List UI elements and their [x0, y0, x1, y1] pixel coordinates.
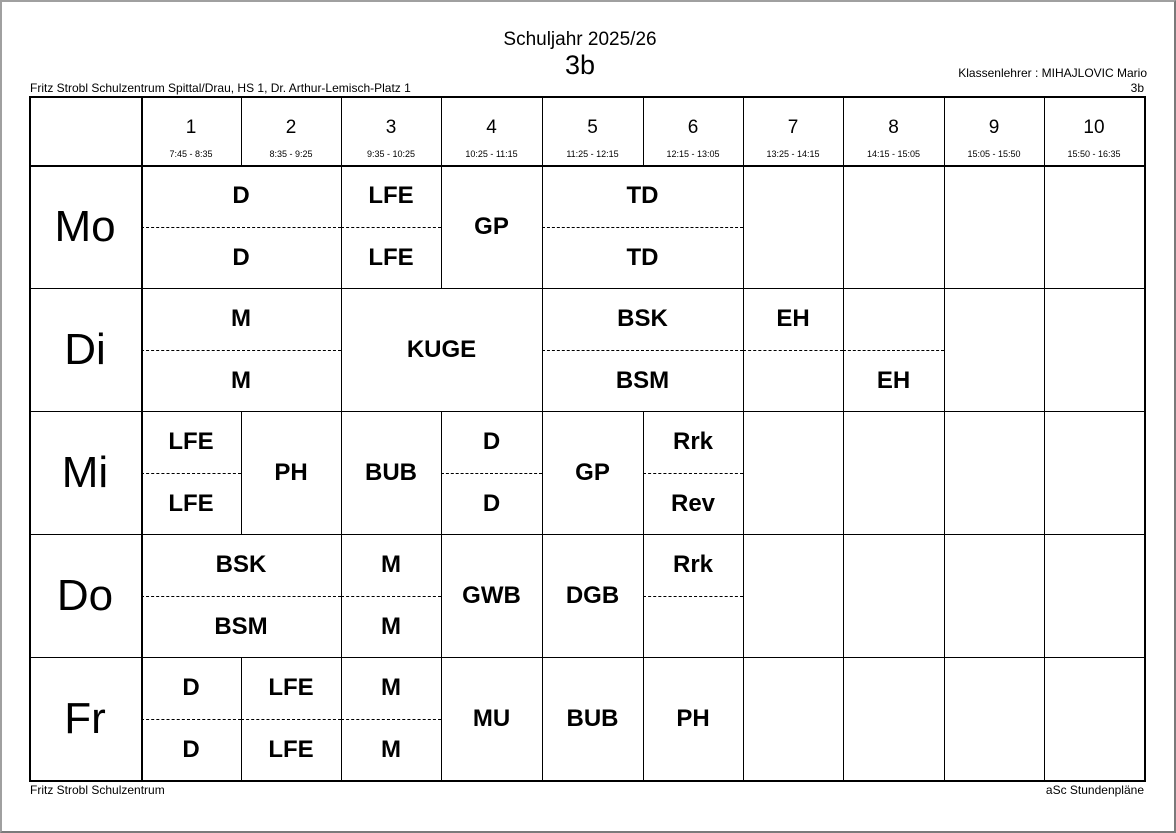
lesson-divider [944, 288, 945, 411]
period-number: 6 [687, 117, 699, 138]
header-column-divider [542, 96, 543, 165]
empty-period-divider [843, 657, 844, 780]
header-column-divider [944, 96, 945, 165]
period-time: 10:25 - 11:15 [465, 149, 518, 159]
lesson-subject: D [482, 428, 501, 455]
period-time: 11:25 - 12:15 [566, 149, 619, 159]
period-number: 7 [787, 117, 799, 138]
empty-period-divider [1044, 165, 1045, 288]
lesson-subject [643, 596, 743, 657]
empty-period-divider [1044, 534, 1045, 657]
empty-period-divider [944, 165, 945, 288]
header-column-divider [1044, 96, 1045, 165]
period-time: 15:05 - 15:50 [967, 149, 1021, 159]
empty-period-divider [1144, 534, 1145, 657]
lesson-subject [843, 288, 944, 350]
empty-period-divider [944, 411, 945, 534]
empty-period-divider [944, 657, 945, 780]
lesson-subject: GP [575, 458, 610, 486]
lesson-subject: GWB [462, 581, 521, 609]
lesson-divider [743, 411, 744, 534]
empty-period-divider [1044, 657, 1045, 780]
day-label: Fr [64, 693, 106, 743]
lesson-subject: EH [876, 366, 911, 394]
period-time: 8:35 - 9:25 [269, 149, 313, 159]
lesson-divider [743, 165, 744, 288]
lesson-subject: LFE [368, 243, 414, 271]
lesson-subject: DGB [565, 581, 620, 609]
period-time: 14:15 - 15:05 [866, 149, 921, 159]
header-column-divider [441, 96, 442, 165]
lesson-divider [743, 657, 744, 780]
header-column-divider [643, 96, 644, 165]
lesson-subject: LFE [268, 674, 314, 701]
empty-period-divider [843, 534, 844, 657]
lesson-subject: PH [676, 704, 710, 732]
class-title: 3b [564, 50, 596, 80]
empty-period-divider [843, 411, 844, 534]
header-column-divider [743, 96, 744, 165]
footer-software: aSc Stundenpläne [1045, 783, 1144, 797]
lesson-subject: LFE [368, 182, 414, 209]
lesson-subject: D [482, 489, 501, 517]
grid-border-bottom [29, 780, 1146, 782]
class-teacher: Klassenlehrer : MIHAJLOVIC Mario [958, 66, 1147, 80]
day-label: Di [64, 324, 106, 374]
period-time: 13:25 - 14:15 [766, 149, 820, 159]
lesson-subject: M [381, 735, 401, 763]
lesson-subject: BSM [615, 366, 670, 394]
empty-period-divider [1044, 288, 1045, 411]
lesson-subject: BSK [617, 305, 668, 332]
lesson-subject: Rev [670, 489, 716, 517]
school-year-title: Schuljahr 2025/26 [503, 29, 657, 50]
empty-period-divider [1144, 657, 1145, 780]
lesson-subject: BSM [214, 612, 268, 640]
empty-period-divider [944, 534, 945, 657]
lesson-subject: MU [472, 704, 511, 732]
period-number: 8 [888, 117, 899, 138]
lesson-subject: Rrk [672, 551, 714, 578]
period-number: 3 [385, 117, 397, 138]
lesson-subject: GP [474, 212, 509, 240]
empty-period-divider [1044, 411, 1045, 534]
lesson-subject: M [381, 551, 401, 578]
day-label: Mi [61, 447, 109, 497]
lesson-subject: EH [776, 305, 810, 332]
period-time: 7:45 - 8:35 [169, 149, 213, 159]
lesson-subject: M [381, 674, 401, 701]
period-number: 9 [988, 117, 1000, 138]
lesson-subject: LFE [168, 428, 214, 455]
lesson-subject: BUB [365, 458, 417, 486]
lesson-subject: TD [626, 182, 659, 209]
period-number: 2 [285, 117, 297, 138]
period-number: 1 [185, 117, 197, 138]
lesson-subject: D [232, 182, 250, 209]
period-time: 12:15 - 13:05 [666, 149, 720, 159]
period-time: 15:50 - 16:35 [1067, 149, 1121, 159]
empty-period-divider [1144, 411, 1145, 534]
header-column-divider [843, 96, 844, 165]
day-label: Do [56, 570, 114, 620]
period-number: 10 [1083, 117, 1105, 138]
period-number: 5 [587, 117, 598, 138]
lesson-subject: PH [274, 458, 308, 486]
period-time: 9:35 - 10:25 [366, 149, 416, 159]
empty-period-divider [1144, 288, 1145, 411]
empty-period-divider [843, 165, 844, 288]
header-column-divider [241, 96, 242, 165]
lesson-subject [743, 350, 843, 411]
lesson-subject: LFE [268, 735, 314, 763]
lesson-subject: LFE [168, 489, 214, 517]
grid-border-top [29, 96, 1146, 98]
class-code: 3b [1130, 81, 1144, 95]
lesson-subject: D [182, 735, 200, 763]
lesson-subject: M [231, 366, 251, 394]
lesson-subject: D [182, 674, 200, 701]
day-label: Mo [54, 201, 116, 251]
lesson-subject: D [232, 243, 250, 271]
lesson-subject: M [231, 305, 251, 332]
lesson-subject: M [381, 612, 401, 640]
lesson-divider [743, 534, 744, 657]
school-address: Fritz Strobl Schulzentrum Spittal/Drau, HS 1, Dr. Arthur-Lemisch-Platz 1 [30, 81, 411, 95]
empty-period-divider [1144, 165, 1145, 288]
lesson-subject: Rrk [672, 428, 714, 455]
lesson-subject: TD [626, 243, 659, 271]
period-number: 4 [486, 117, 497, 138]
lesson-subject: BSK [215, 551, 267, 578]
lesson-subject: KUGE [406, 335, 477, 363]
footer-school: Fritz Strobl Schulzentrum [30, 783, 165, 797]
lesson-subject: BUB [566, 704, 619, 732]
header-column-divider [341, 96, 342, 165]
